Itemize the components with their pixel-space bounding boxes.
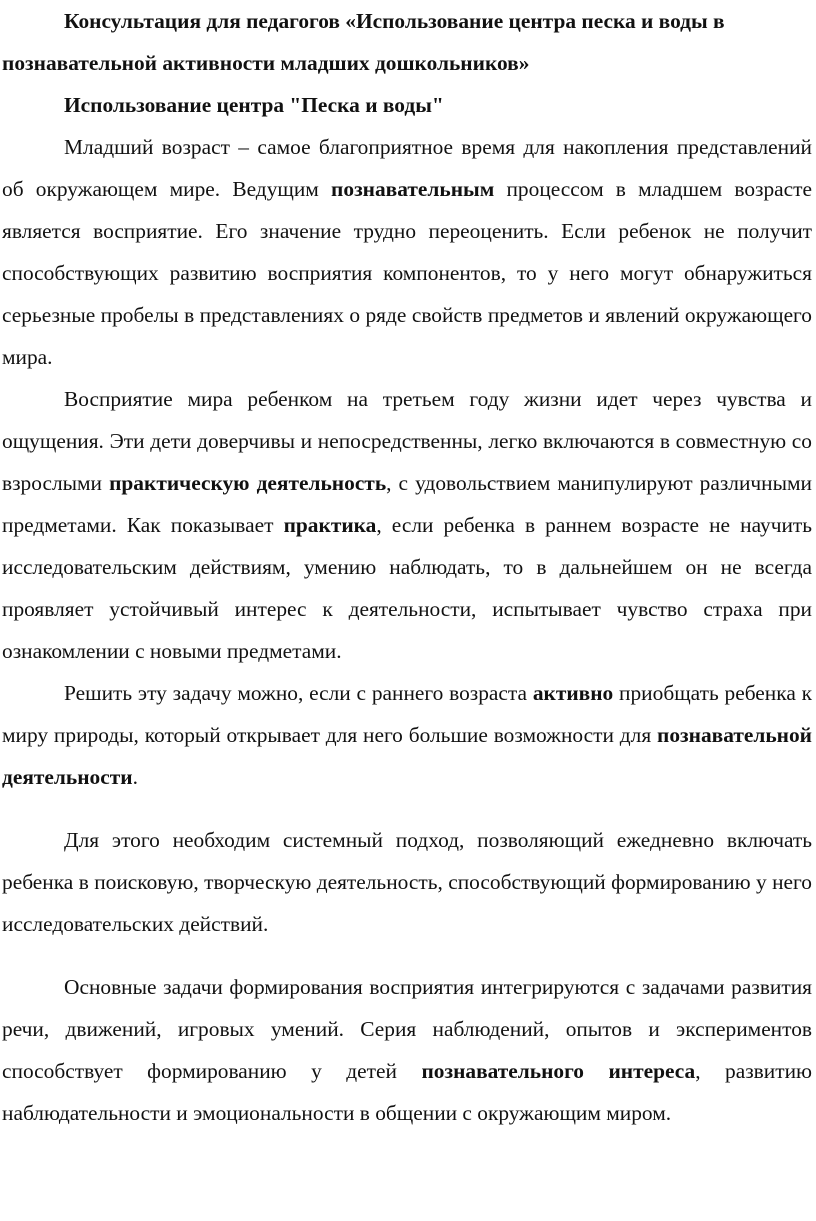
title-line-1: Консультация для педагогов «Использование центра песка и воды в — [64, 9, 725, 33]
title-line-2: познавательной активности младших дошкольников» — [2, 51, 530, 75]
paragraph-text: Младший возраст – самое благоприятное время для накопления представлений об окружающем мире. Ведущим — [2, 135, 812, 201]
paragraph — [2, 672, 812, 798]
paragraph — [2, 966, 812, 1134]
bold-term: активно — [532, 681, 614, 705]
bold-term: практика — [283, 513, 377, 537]
paragraph-text: процессом в младшем возрасте является восприятие. Его значение трудно переоценить. Если ребенок не получит способствующих развитию восприятия компонентов, то у него могут обнаружиться серьезные пробелы в представлениях о ряде свойств предметов и явлений окружающего мира. — [2, 177, 812, 369]
paragraph — [2, 378, 812, 672]
paragraph-text: , если ребенка в раннем возрасте не научить исследовательским действиям, умению наблюдать, то в дальнейшем он не всегда проявляет устойчивый интерес к деятельности, испытывает чувство страха при ознакомлении с новыми предметами. — [2, 513, 813, 663]
paragraph-text: , с удовольствием манипулируют различными предметами. Как показывает — [2, 471, 812, 537]
paragraph-text: , развитию наблюдательности и эмоциональности в общении с окружающим миром. — [2, 1059, 812, 1125]
section-heading: Использование центра "Песка и воды" — [64, 93, 444, 117]
paragraph-text: Для этого необходим системный подход, позволяющий ежедневно включать ребенка в поисковую, творческую деятельность, способствующий формированию у него исследовательских действий. — [2, 828, 812, 936]
paragraph-text: Решить эту задачу можно, если с раннего возраста — [64, 681, 533, 705]
paragraph-text: Основные задачи формирования восприятия интегрируются с задачами развития речи, движений, игровых умений. Серия наблюдений, опытов и экспериментов способствует формированию у детей — [2, 975, 812, 1083]
document-title — [2, 0, 812, 84]
document-body — [2, 126, 812, 1134]
paragraph-text: приобщать ребенка к миру природы, который открывает для него большие возможности для — [2, 681, 812, 747]
paragraph — [2, 126, 812, 378]
paragraph-text: Восприятие мира ребенком на третьем году жизни идет через чувства и ощущения. Эти дети доверчивы и непосредственны, легко включаются в совместную со взрослыми — [2, 387, 812, 495]
bold-term: практическую деятельность — [109, 471, 387, 495]
paragraph-text: . — [132, 765, 138, 789]
bold-term: познавательным — [331, 177, 495, 201]
bold-term: познавательного интереса — [421, 1059, 696, 1083]
bold-term: познавательной деятельности — [2, 723, 812, 789]
paragraph — [2, 819, 812, 945]
